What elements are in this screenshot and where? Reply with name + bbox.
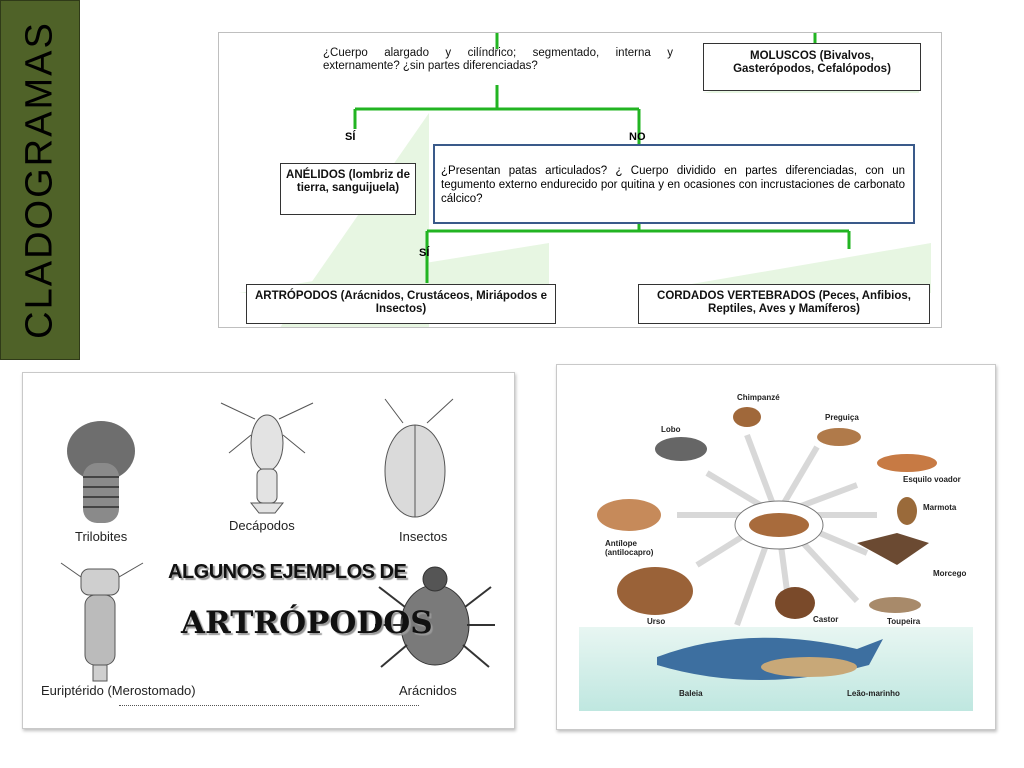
label-insectos: Insectos — [399, 529, 448, 544]
cordados-box: CORDADOS VERTEBRADOS (Peces, Anfibios, Reptiles, Aves y Mamíferos) — [638, 284, 930, 324]
label-castor: Castor — [813, 615, 839, 624]
slide-title: CLADOGRAMAS — [18, 21, 61, 339]
label-morcego: Morcego — [933, 569, 967, 578]
label-decapodos: Decápodos — [229, 518, 295, 533]
no-label: NO — [629, 131, 646, 143]
antelope-icon — [597, 499, 661, 531]
label-urso: Urso — [647, 617, 666, 626]
trilobite-icon — [67, 421, 135, 523]
label-leao-marinho: Leão-marinho — [847, 689, 900, 698]
question-2-box — [433, 144, 915, 224]
yes-label-2: SÍ — [419, 247, 430, 259]
bat-icon — [857, 533, 929, 565]
ancestor-icon — [749, 513, 809, 537]
sloth-icon — [817, 428, 861, 446]
label-baleia: Baleia — [679, 689, 703, 698]
beaver-icon — [775, 587, 815, 619]
yes-label-1: SÍ — [345, 131, 356, 143]
label-chimpanze: Chimpanzé — [737, 393, 780, 402]
sea-lion-icon — [761, 657, 857, 677]
artropodos-box: ARTRÓPODOS (Arácnidos, Crustáceos, Miriápodos e Insectos) — [246, 284, 556, 324]
label-toupeira: Toupeira — [887, 617, 921, 626]
label-preguica: Preguiça — [825, 413, 859, 422]
footnote-line — [119, 705, 419, 711]
label-marmota: Marmota — [923, 503, 957, 512]
moluscos-box: MOLUSCOS (Bivalvos, Gasterópodos, Cefalópodos) — [703, 43, 921, 91]
marmot-icon — [897, 497, 917, 525]
cladogram-panel — [218, 32, 942, 328]
wolf-icon — [655, 437, 707, 461]
arthropod-drawings — [23, 373, 515, 729]
label-esquilo-voador: Esquilo voador — [903, 475, 961, 484]
whale-icon — [657, 638, 883, 680]
mole-icon — [869, 597, 921, 613]
chimpanzee-icon — [733, 407, 761, 427]
arthropods-panel — [22, 372, 515, 729]
banner-line-1: ALGUNOS EJEMPLOS DE — [168, 561, 407, 583]
eurypterid-icon — [61, 563, 143, 681]
flying-squirrel-icon — [877, 454, 937, 472]
label-trilobites: Trilobites — [75, 529, 128, 544]
mammals-panel — [556, 364, 996, 730]
label-euripterido: Euriptérido (Merostomado) — [41, 683, 196, 698]
decapod-icon — [221, 403, 313, 513]
question-1: ¿Cuerpo alargado y cilíndrico; segmentado, interna y externamente? ¿sin partes diferenciadas? — [323, 47, 673, 72]
bear-icon — [617, 567, 693, 615]
anelidos-box: ANÉLIDOS (lombriz de tierra, sanguijuela) — [280, 163, 416, 215]
insect-icon — [385, 399, 453, 517]
side-title-bar — [0, 0, 80, 360]
label-lobo: Lobo — [661, 425, 681, 434]
label-aracnidos: Arácnidos — [399, 683, 457, 698]
question-2: ¿Presentan patas articulados? ¿ Cuerpo dividido en partes diferenciadas, con un tegumento externo endurecido por quitina y en ocasiones con incrustaciones de carbonato cálcico? — [441, 165, 905, 205]
label-antilope: Antílope (antilocapro) — [605, 539, 654, 557]
banner-line-2: ARTRÓPODOS — [181, 605, 433, 641]
